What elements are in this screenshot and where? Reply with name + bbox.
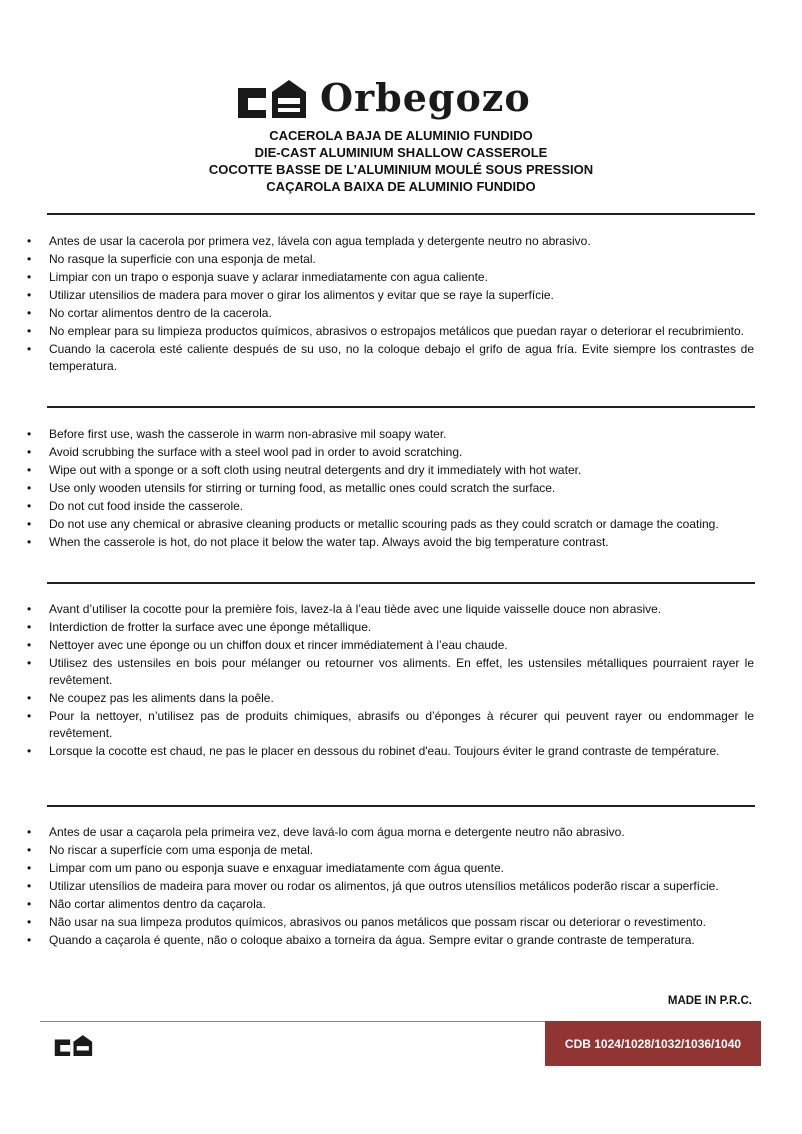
bullet-icon: • (27, 306, 32, 320)
bullet-item (27, 462, 754, 479)
bullet-item (27, 601, 754, 618)
title-es: CACEROLA BAJA DE ALUMINIO FUNDIDO (269, 128, 533, 143)
bullet-icon: • (27, 691, 32, 705)
section-portuguese (27, 824, 754, 950)
bullet-text: Pour la nettoyer, n’utilisez pas de produits chimiques, abrasifs ou d’éponges à récurer qui peuvent rayer ou endommager le revêtement. (49, 709, 754, 740)
bullet-item (27, 426, 754, 443)
bullet-item (27, 708, 754, 742)
bullet-item (27, 842, 754, 859)
bullet-icon: • (27, 463, 32, 477)
bullet-text: Antes de usar a caçarola pela primeira vez, deve lavá-lo com água morna e detergente neutro não abrasivo. (49, 825, 625, 839)
section-spanish (27, 233, 754, 376)
bullet-text: Use only wooden utensils for stirring or turning food, as metallic ones could scratch the surface. (49, 481, 556, 495)
bullet-icon: • (27, 709, 32, 723)
brand-logo (238, 74, 568, 122)
bullet-text: Utilizar utensílios de madeira para mover ou rodar os alimentos, já que outros utensílios metálicos poderão riscar a superfície. (49, 879, 719, 893)
bullet-icon: • (27, 342, 32, 356)
bullet-item (27, 534, 754, 551)
bullet-icon: • (27, 234, 32, 248)
bullet-icon: • (27, 445, 32, 459)
footer-divider (40, 1021, 545, 1022)
bullet-text: When the casserole is hot, do not place it below the water tap. Always avoid the big temperature contrast. (49, 535, 609, 549)
bullet-text: Cuando la cacerola esté caliente después de su uso, no la coloque debajo el grifo de agua fría. Evite siempre los contrastes de temperatura. (49, 342, 754, 373)
product-titles (0, 127, 802, 195)
brand-name: Orbegozo (320, 75, 531, 120)
bullet-item (27, 323, 754, 340)
bullet-item (27, 637, 754, 654)
bullet-icon: • (27, 252, 32, 266)
bullet-icon: • (27, 638, 32, 652)
bullet-icon: • (27, 288, 32, 302)
bullet-text: Do not cut food inside the casserole. (49, 499, 244, 513)
bullet-icon: • (27, 879, 32, 893)
bullet-icon: • (27, 825, 32, 839)
bullet-text: Interdiction de frotter la surface avec une éponge métallique. (49, 620, 372, 634)
model-numbers-badge: CDB 1024/1028/1032/1036/1040 (545, 1021, 761, 1066)
bullet-icon: • (27, 535, 32, 549)
bullet-item (27, 896, 754, 913)
bullet-item (27, 341, 754, 375)
bullet-text: Não cortar alimentos dentro da caçarola. (49, 897, 266, 911)
bullet-text: Avant d’utiliser la cocotte pour la première fois, lavez-la à l’eau tiède avec une liquide vaisselle douce non abrasive. (49, 602, 662, 616)
bullet-icon: • (27, 602, 32, 616)
bullet-item (27, 269, 754, 286)
bullet-icon: • (27, 270, 32, 284)
bullet-text: Antes de usar la cacerola por primera vez, lávela con agua templada y detergente neutro no abrasivo. (49, 234, 591, 248)
bullet-item (27, 305, 754, 322)
made-in-label: MADE IN P.R.C. (667, 995, 752, 1007)
bullet-icon: • (27, 427, 32, 441)
bullet-icon: • (27, 897, 32, 911)
bullet-text: No cortar alimentos dentro de la cacerola. (49, 306, 272, 320)
bullet-text: Utilisez des ustensiles en bois pour mélanger ou retourner vos aliments. En effet, les ustensiles métalliques pourraient rayer le revêtement. (49, 656, 754, 687)
bullet-item (27, 690, 754, 707)
title-en: DIE-CAST ALUMINIUM SHALLOW CASSEROLE (254, 145, 548, 160)
bullet-item (27, 444, 754, 461)
bullet-text: Quando a caçarola é quente, não o coloque abaixo a torneira da água. Sempre evitar o grande contraste de temperatura. (49, 933, 695, 947)
footer-logo-icon (53, 1034, 95, 1056)
bullet-text: Limpiar con un trapo o esponja suave y aclarar inmediatamente con agua caliente. (49, 270, 488, 284)
bullet-item (27, 498, 754, 515)
bullet-item (27, 655, 754, 689)
bullet-item (27, 743, 754, 760)
bullet-item (27, 251, 754, 268)
bullet-icon: • (27, 843, 32, 857)
bullet-icon: • (27, 933, 32, 947)
bullet-item (27, 932, 754, 949)
divider (47, 582, 755, 584)
bullet-item (27, 914, 754, 931)
section-english (27, 426, 754, 552)
bullet-text: Ne coupez pas les aliments dans la poêle. (49, 691, 274, 705)
bullet-icon: • (27, 744, 32, 758)
bullet-item (27, 619, 754, 636)
bullet-item (27, 860, 754, 877)
bullet-item (27, 824, 754, 841)
bullet-item (27, 516, 754, 533)
bullet-icon: • (27, 915, 32, 929)
bullet-icon: • (27, 499, 32, 513)
divider (47, 406, 755, 408)
bullet-text: Não usar na sua limpeza produtos químicos, abrasivos ou panos metálicos que possam riscar ou deteriorar o revestimento. (49, 915, 706, 929)
bullet-icon: • (27, 324, 32, 338)
section-french (27, 601, 754, 761)
bullet-icon: • (27, 620, 32, 634)
bullet-item (27, 233, 754, 250)
title-fr: COCOTTE BASSE DE L’ALUMINIUM MOULÉ SOUS PRESSION (208, 162, 594, 177)
bullet-icon: • (27, 656, 32, 670)
bullet-text: No emplear para su limpieza productos químicos, abrasivos o estropajos metálicos que puedan rayar o deteriorar el recubrimiento. (49, 324, 745, 338)
bullet-text: Nettoyer avec une éponge ou un chiffon doux et rincer immédiatement à l’eau chaude. (49, 638, 508, 652)
bullet-icon: • (27, 861, 32, 875)
bullet-text: Avoid scrubbing the surface with a steel wool pad in order to avoid scratching. (49, 445, 463, 459)
bullet-text: Do not use any chemical or abrasive cleaning products or metallic scouring pads as they could scratch or damage the coating. (49, 517, 719, 531)
bullet-item (27, 878, 754, 895)
bullet-text: No riscar a superfície com uma esponja de metal. (49, 843, 314, 857)
bullet-item (27, 287, 754, 304)
bullet-text: Lorsque la cocotte est chaud, ne pas le placer en dessous du robinet d'eau. Toujours éviter le grand contraste de température. (49, 744, 720, 758)
bullet-item (27, 480, 754, 497)
divider (47, 805, 755, 807)
divider (47, 213, 755, 215)
bullet-text: Limpar com um pano ou esponja suave e enxaguar imediatamente com água quente. (49, 861, 504, 875)
bullet-text: Utilizar utensilios de madera para mover o girar los alimentos y evitar que se raye la superfície. (49, 288, 554, 302)
house-logo-icon (238, 78, 308, 118)
bullet-text: Before first use, wash the casserole in warm non-abrasive mil soapy water. (49, 427, 447, 441)
bullet-text: Wipe out with a sponge or a soft cloth using neutral detergents and dry it immediately with hot water. (49, 463, 582, 477)
bullet-text: No rasque la superficie con una esponja de metal. (49, 252, 316, 266)
bullet-icon: • (27, 517, 32, 531)
bullet-icon: • (27, 481, 32, 495)
title-pt: CAÇAROLA BAIXA DE ALUMINIO FUNDIDO (266, 179, 536, 194)
